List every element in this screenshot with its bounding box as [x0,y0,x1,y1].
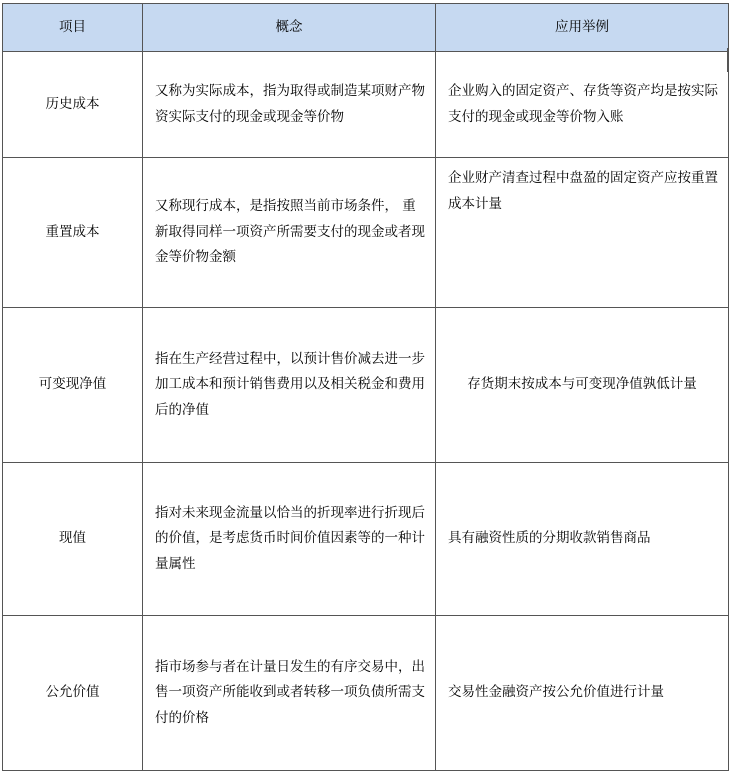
example-cell: 存货期末按成本与可变现净值孰低计量 [436,308,729,463]
header-example: 应用举例 [436,4,729,52]
item-cell: 历史成本 [3,52,143,158]
concept-cell: 又称为实际成本，指为取得或制造某项财产物资实际支付的现金或现金等价物 [143,52,436,158]
table-row [3,52,729,158]
example-cell: 交易性金融资产按公允价值进行计量 [436,616,729,771]
concept-cell: 指对未来现金流量以恰当的折现率进行折现后的价值，是考虑货币时间价值因素等的一种计量属性 [143,463,436,616]
example-cell: 具有融资性质的分期收款销售商品 [436,463,729,616]
concept-cell: 指市场参与者在计量日发生的有序交易中，出售一项资产所能收到或者转移一项负债所需支付的价格 [143,616,436,771]
table-row [3,308,729,463]
header-concept: 概念 [143,4,436,52]
item-cell: 现值 [3,463,143,616]
table-edge-divider [727,48,728,72]
table-row [3,158,729,308]
concept-cell: 又称现行成本，是指按照当前市场条件， 重新取得同样一项资产所需要支付的现金或者现金等价物金额 [143,158,436,308]
header-item: 项目 [3,4,143,52]
table-row [3,463,729,616]
header-row [3,4,729,52]
table-row [3,616,729,771]
item-cell: 重置成本 [3,158,143,308]
item-cell: 可变现净值 [3,308,143,463]
valuation-table [2,3,729,771]
concept-cell: 指在生产经营过程中，以预计售价减去进一步加工成本和预计销售费用以及相关税金和费用后的净值 [143,308,436,463]
item-cell: 公允价值 [3,616,143,771]
example-cell: 企业购入的固定资产、存货等资产均是按实际支付的现金或现金等价物入账 [436,52,729,158]
example-cell: 企业财产清查过程中盘盈的固定资产应按重置成本计量 [436,158,729,308]
